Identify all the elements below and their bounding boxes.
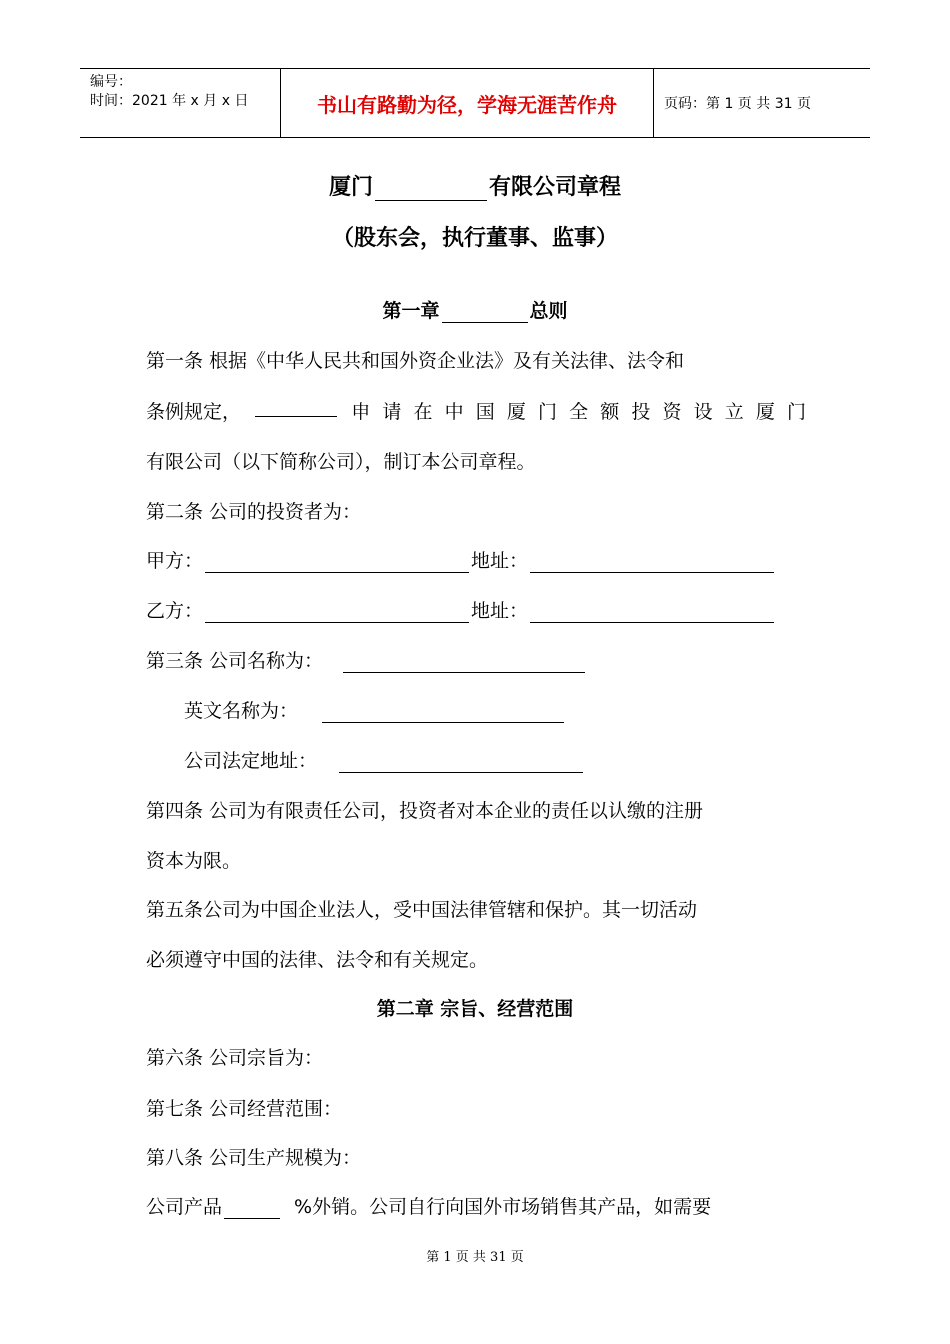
- party-b-label: 乙方：: [146, 600, 204, 622]
- char-4: 中: [444, 401, 464, 423]
- article-4-line-2: 资本为限。: [146, 850, 242, 872]
- english-name-row: [184, 696, 566, 723]
- article-5-line-1: 第五条公司为中国企业法人，受中国法律管辖和保护。其一切活动: [146, 899, 698, 921]
- page-footer: 第 1 页 共 31 页: [426, 1250, 524, 1265]
- legal-address-field[interactable]: [339, 753, 583, 773]
- header-meta: [80, 69, 280, 137]
- char-10: 投: [631, 401, 651, 423]
- char-9: 额: [600, 401, 620, 423]
- char-6: 厦: [506, 401, 526, 423]
- chapter-1-heading: [0, 296, 950, 323]
- char-2: 请: [382, 401, 402, 423]
- char-11: 资: [662, 401, 682, 423]
- chapter-1-blank: [442, 303, 528, 323]
- english-name-label: 英文名称为：: [184, 700, 299, 722]
- char-1: 申: [351, 401, 371, 423]
- party-a-row: [146, 546, 776, 573]
- char-7: 门: [537, 401, 557, 423]
- header-motto-cell: [280, 69, 654, 137]
- chapter-1-prefix: 第一章: [382, 300, 440, 322]
- time-label: 时间：2021 年 x 月 x 日: [90, 93, 249, 109]
- article-4-line-1: 第四条 公司为有限责任公司，投资者对本企业的责任以认缴的注册: [146, 800, 704, 822]
- article-2: 第二条 公司的投资者为：: [146, 501, 362, 523]
- article-3-label: 第三条 公司名称为：: [146, 650, 324, 672]
- header-page-info: 页码：第 1 页 共 31 页: [664, 96, 811, 112]
- char-5: 国: [475, 401, 495, 423]
- title-prefix: 厦门: [328, 175, 373, 200]
- party-b-row: [146, 596, 776, 623]
- product-suffix: %外销。公司自行向国外市场销售其产品，如需要: [294, 1196, 712, 1218]
- party-a-address-label: 地址：: [471, 550, 529, 572]
- char-3: 在: [413, 401, 433, 423]
- party-a-address-blank[interactable]: [530, 553, 774, 573]
- party-b-address-label: 地址：: [471, 600, 529, 622]
- char-14: 厦: [755, 401, 775, 423]
- title-suffix: 有限公司章程: [489, 175, 622, 200]
- party-b-address-blank[interactable]: [530, 603, 774, 623]
- article-5-line-2: 必须遵守中国的法律、法令和有关规定。: [146, 949, 489, 971]
- investor-name-blank[interactable]: [255, 397, 337, 417]
- legal-address-row: [184, 746, 585, 773]
- article-8: 第八条 公司生产规模为：: [146, 1147, 362, 1169]
- article-1-line-2: [146, 397, 806, 424]
- header-motto: 书山有路勤为径，学海无涯苦作舟: [317, 92, 617, 117]
- party-b-name-blank[interactable]: [205, 603, 469, 623]
- char-13: 立: [724, 401, 744, 423]
- char-8: 全: [569, 401, 589, 423]
- product-prefix: 公司产品: [146, 1196, 223, 1218]
- article-1-line-2-prefix: 条例规定，: [146, 401, 242, 423]
- article-1-line-3: 有限公司（以下简称公司），制订本公司章程。: [146, 451, 536, 473]
- company-name-blank[interactable]: [375, 181, 487, 201]
- english-name-field[interactable]: [322, 703, 564, 723]
- article-3-row: [146, 646, 587, 673]
- char-15: 门: [786, 401, 806, 423]
- document-subtitle: （股东会，执行董事、监事）: [331, 226, 618, 251]
- company-name-field[interactable]: [343, 653, 585, 673]
- article-7: 第七条 公司经营范围：: [146, 1098, 343, 1120]
- article-1-line-1: 第一条 根据《中华人民共和国外资企业法》及有关法律、法令和: [146, 350, 685, 372]
- legal-address-label: 公司法定地址：: [184, 750, 318, 772]
- article-6: 第六条 公司宗旨为：: [146, 1047, 324, 1069]
- char-12: 设: [693, 401, 713, 423]
- product-export-row: [146, 1192, 711, 1219]
- document-header: [80, 68, 870, 138]
- chapter-1-suffix: 总则: [529, 300, 568, 322]
- party-a-label: 甲方：: [146, 550, 204, 572]
- number-label: 编号：: [90, 74, 132, 90]
- export-percent-blank[interactable]: [224, 1199, 280, 1219]
- party-a-name-blank[interactable]: [205, 553, 469, 573]
- chapter-2-heading: 第二章 宗旨、经营范围: [376, 998, 574, 1020]
- document-title: [0, 170, 950, 201]
